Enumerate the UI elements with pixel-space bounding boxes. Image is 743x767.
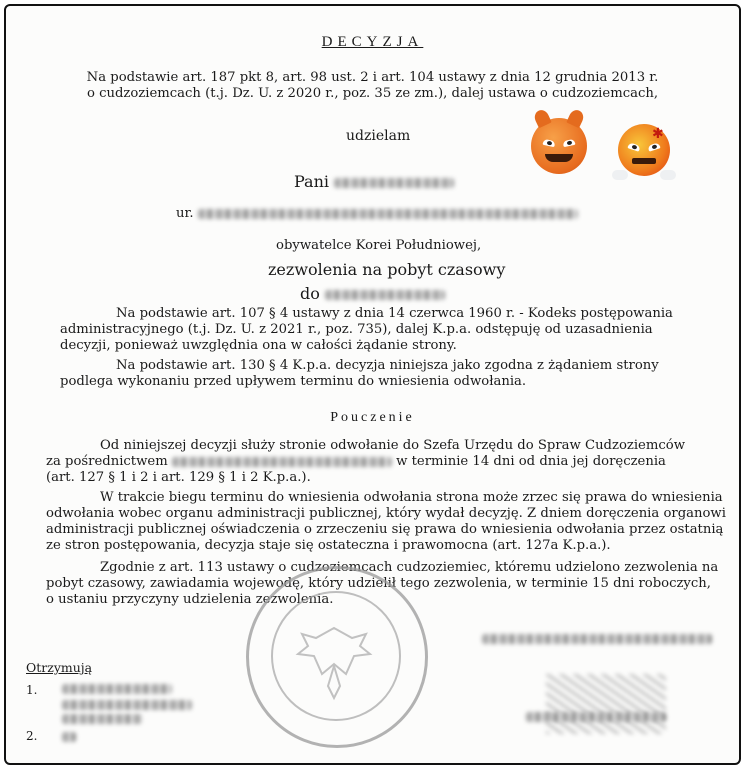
recipient-prefix: Pani <box>294 172 330 191</box>
appeal-line-2 <box>46 454 666 470</box>
signature <box>546 674 666 734</box>
smiling-devil-icon <box>531 118 587 174</box>
waiver-line-3: administracji publicznej oświadczenia o zrzeczeniu się prawa do wniesienia odwołania przez ostatnią <box>46 522 724 537</box>
recipient-line <box>294 174 454 190</box>
redacted-recipient-1-line-1 <box>62 684 172 694</box>
redacted-date <box>325 290 445 300</box>
notification-line-3: o ustaniu przyczyny udzielenia zezwolenia. <box>46 592 334 607</box>
appeal-line-1: Od niniejszej decyzji służy stronie odwołanie do Szefa Urzędu do Spraw Cudzoziemców <box>100 438 685 453</box>
redacted-name <box>334 178 454 188</box>
angry-face-icon: ✱ <box>618 124 670 176</box>
citizen-line: obywatelce Korei Południowej, <box>276 238 482 253</box>
permit-line: zezwolenia na pobyt czasowy <box>268 260 506 279</box>
redacted-signature-text <box>526 712 666 722</box>
redacted-recipient-1-line-3 <box>62 714 142 724</box>
justification-line-3: decyzji, ponieważ uwzględnia ona w całości żądanie strony. <box>60 338 457 353</box>
waiver-line-2: odwołania wobec organu administracji publicznej, który wydał decyzję. Z dniem doręczenia organowi <box>46 506 726 521</box>
birth-line <box>176 206 578 222</box>
until-line <box>300 286 445 302</box>
until-prefix: do <box>300 284 320 303</box>
redacted-recipient-1-line-2 <box>62 700 192 710</box>
redacted-recipient-2 <box>62 732 76 742</box>
official-stamp <box>246 566 428 748</box>
redacted-birth-data <box>198 209 578 219</box>
appeal-line-3: (art. 127 § 1 i 2 i art. 129 § 1 i 2 K.p.a.). <box>46 470 311 485</box>
birth-prefix: ur. <box>176 206 194 221</box>
enforcement-line-2: podlega wykonaniu przed upływem terminu do wniesienia odwołania. <box>60 374 527 389</box>
instruction-heading: Pouczenie <box>330 410 415 425</box>
recipient-number-2: 2. <box>26 729 38 743</box>
recipient-number-1: 1. <box>26 683 38 697</box>
notification-line-2: pobyt czasowy, zawiadamia wojewodę, który udzielił tego zezwolenia, w terminie 15 dni roboczych, <box>46 576 711 591</box>
document-page <box>4 4 741 765</box>
waiver-line-4: ze stron postępowania, decyzja staje się ostateczna i prawomocna (art. 127a K.p.a.). <box>46 538 611 553</box>
grant-verb: udzielam <box>346 128 411 144</box>
intro-line-2: o cudzoziemcach (t.j. Dz. U. z 2020 r., poz. 35 ze zm.), dalej ustawa o cudzoziemcach, <box>86 86 659 101</box>
appeal-via: za pośrednictwem <box>46 454 168 469</box>
redacted-office <box>172 457 392 467</box>
appeal-deadline: w terminie 14 dni od dnia jej doręczenia <box>396 454 666 469</box>
recipients-heading: Otrzymują <box>26 660 93 675</box>
document-title: DECYZJA <box>321 34 424 50</box>
justification-line-1: Na podstawie art. 107 § 4 ustawy z dnia 14 czerwca 1960 r. - Kodeks postępowania <box>116 306 673 321</box>
waiver-line-1: W trakcie biegu terminu do wniesienia odwołania strona może zrzec się prawa do wniesienia <box>100 490 723 505</box>
redacted-official-name <box>482 634 712 644</box>
notification-line-1: Zgodnie z art. 113 ustawy o cudzoziemcach cudzoziemiec, któremu udzielono zezwolenia na <box>100 560 719 575</box>
justification-line-2: administracyjnego (t.j. Dz. U. z 2021 r., poz. 735), dalej K.p.a. odstępuję od uzasadnienia <box>60 322 653 337</box>
intro-line-1: Na podstawie art. 187 pkt 8, art. 98 ust. 2 i art. 104 ustawy z dnia 12 grudnia 2013 r. <box>86 70 659 85</box>
enforcement-line-1: Na podstawie art. 130 § 4 K.p.a. decyzja niniejsza jako zgodna z żądaniem strony <box>116 358 659 373</box>
